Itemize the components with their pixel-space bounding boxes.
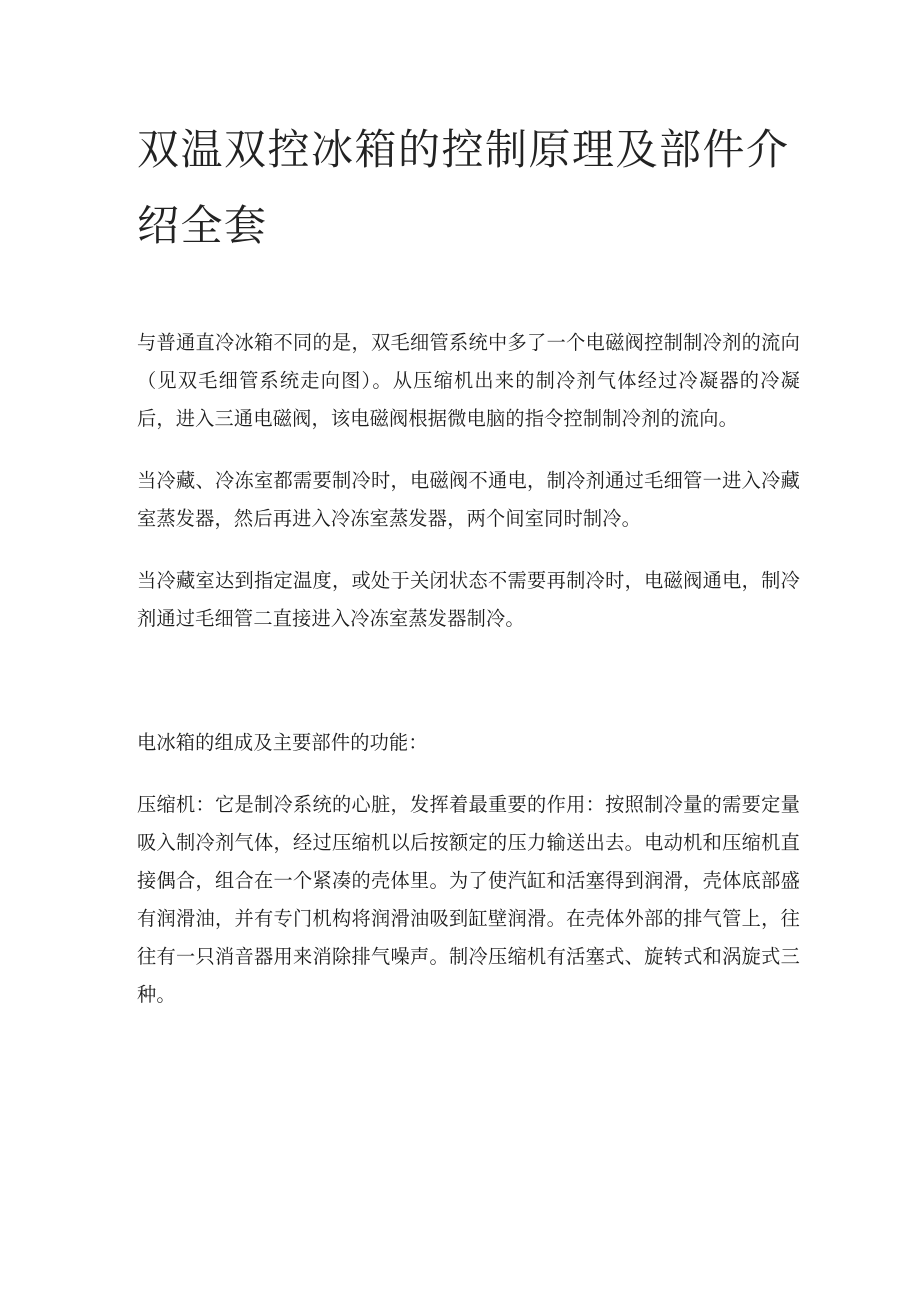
document-body	[137, 324, 800, 1014]
paragraph-fridge-reached: 当冷藏室达到指定温度，或处于关闭状态不需要再制冷时，电磁阀通电，制冷剂通过毛细管二直接进入冷冻室蒸发器制冷。	[137, 569, 800, 630]
paragraph-intro: 与普通直冷冰箱不同的是，双毛细管系统中多了一个电磁阀控制制冷剂的流向（见双毛细管系统走向图）。从压缩机出来的制冷剂气体经过冷凝器的冷凝后，进入三通电磁阀，该电磁阀根据微电脑的指令控制制冷剂的流向。	[137, 331, 800, 430]
document-title: 双温双控冰箱的控制原理及部件介绍全套	[137, 125, 790, 250]
paragraph-both-cooling: 当冷藏、冷冻室都需要制冷时，电磁阀不通电，制冷剂通过毛细管一进入冷藏室蒸发器，然后再进入冷冻室蒸发器，两个间室同时制冷。	[137, 469, 800, 530]
paragraph-compressor: 压缩机：它是制冷系统的心脏，发挥着最重要的作用：按照制冷量的需要定量吸入制冷剂气体，经过压缩机以后按额定的压力输送出去。电动机和压缩机直接偶合，组合在一个紧凑的壳体里。为了使汽缸和活塞得到润滑，壳体底部盛有润滑油，并有专门机构将润滑油吸到缸壁润滑。在壳体外部的排气管上，往往有一只消音器用来消除排气噪声。制冷压缩机有活塞式、旋转式和涡旋式三种。	[137, 793, 800, 1006]
section-heading-components: 电冰箱的组成及主要部件的功能：	[137, 731, 428, 754]
